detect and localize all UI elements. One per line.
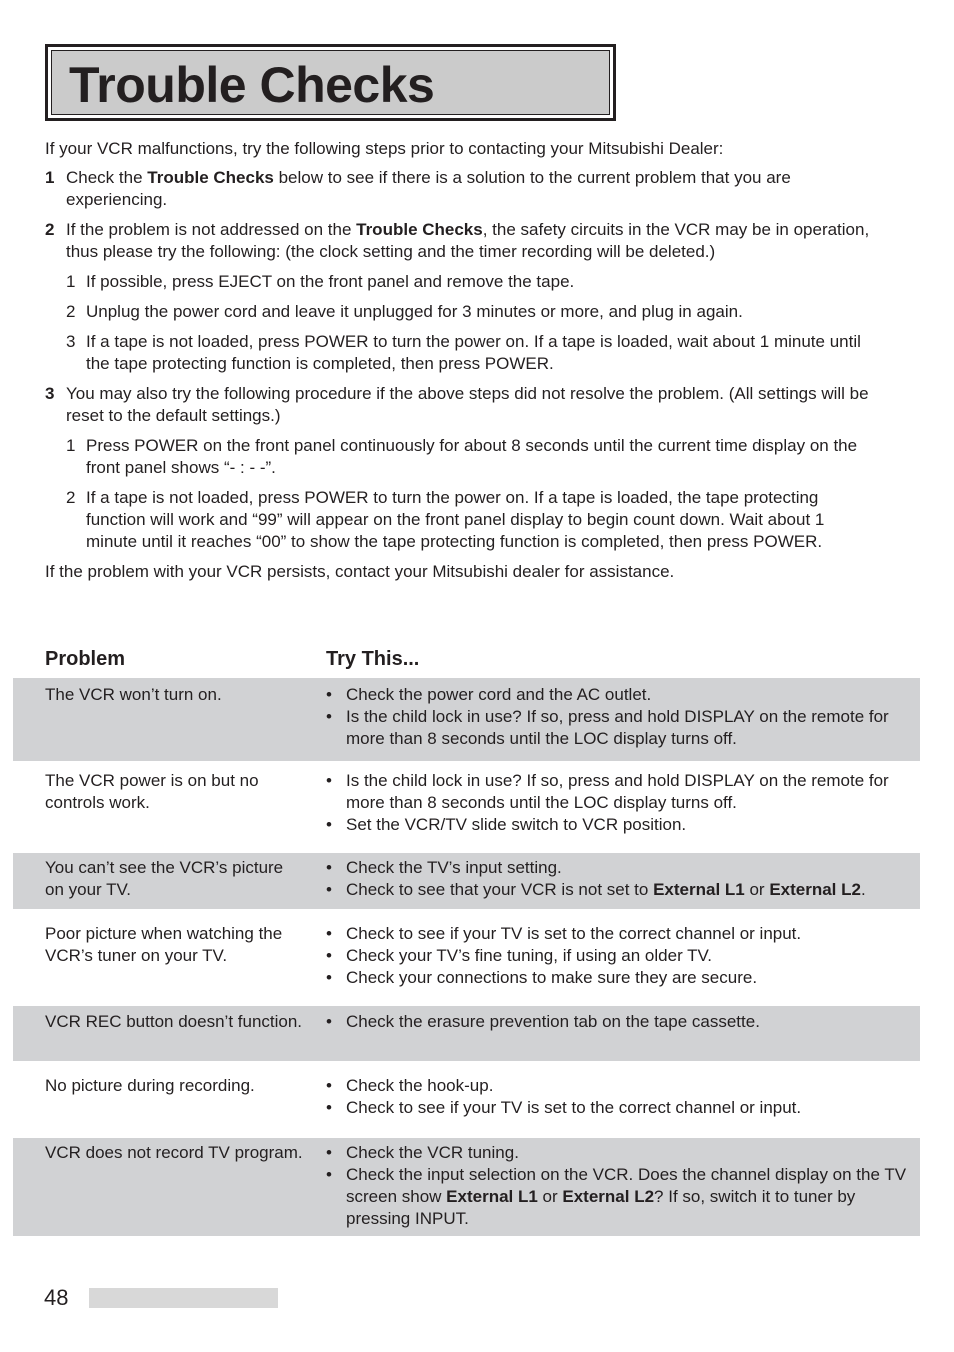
bullet-icon: • [326,707,332,726]
tip-bold-text: External L2 [562,1187,655,1206]
bullet-icon: • [326,1012,332,1031]
bullet-icon: • [326,880,332,899]
substep-text: If a tape is not loaded, press POWER to turn the power on. If a tape is loaded, the tape protecting function will work and “99” will appear on the front panel display to begin count down. Wait about 1 minute until it reaches “00” to show the tape protecting function is completed, then press POWER. [86,488,825,551]
step-number: 1 [45,168,55,187]
substep-number: 1 [66,272,76,291]
try-list [326,1011,911,1033]
step-text: Check the [66,168,148,187]
step-2 [45,219,875,263]
problem-cell: You can’t see the VCR’s picture on your TV. [45,858,284,899]
table-row [13,1061,920,1138]
tip-text: Is the child lock in use? If so, press and hold DISPLAY on the remote for more than 8 seconds until the LOC display turns off. [346,771,889,812]
title-panel [51,50,610,115]
intro-closing: If the problem with your VCR persists, contact your Mitsubishi dealer for assistance. [45,562,675,581]
step-3 [45,383,875,427]
problem-cell: The VCR power is on but no controls work. [45,771,259,812]
substep-number: 2 [66,488,76,507]
table-row [13,1006,920,1061]
step-text: If the problem is not addressed on the [66,220,357,239]
bullet-icon: • [326,685,332,704]
intro-lead: If your VCR malfunctions, try the following steps prior to contacting your Mitsubishi Dealer: [45,139,724,158]
bullet-icon: • [326,1165,332,1184]
table-row [13,678,920,761]
tip-text: Check the VCR tuning. [346,1143,519,1162]
bullet-icon: • [326,1076,332,1095]
substep-text: Press POWER on the front panel continuously for about 8 seconds until the current time display on the front panel shows “- : - -”. [86,436,858,477]
bullet-icon: • [326,968,332,987]
title-box [45,44,616,121]
problem-cell: No picture during recording. [45,1076,255,1095]
bullet-icon: • [326,1098,332,1117]
substep-number: 1 [66,436,76,455]
table-row [13,761,920,853]
bullet-icon: • [326,858,332,877]
step-text: below to see if there is a solution to the current problem that you are experiencing. [66,168,791,209]
tip-bold-text: External L2 [769,880,861,899]
tip-item [326,879,911,901]
tip-text: Check to see if your TV is set to the correct channel or input. [346,1098,802,1117]
table-row [13,1138,920,1236]
bullet-icon: • [326,946,332,965]
problem-column-header: Problem [45,648,126,670]
table-row [13,909,920,1006]
substep-text: If possible, press EJECT on the front panel and remove the tape. [86,272,575,291]
tip-text: Check to see that your VCR is not set to [346,880,654,899]
substep [45,271,875,293]
bullet-icon: • [326,771,332,790]
tip-text: Check to see if your TV is set to the correct channel or input. [346,924,802,943]
substep [45,435,875,479]
tip-text: Is the child lock in use? If so, press and hold DISPLAY on the remote for more than 8 seconds until the LOC display turns off. [346,707,889,748]
try-list [326,684,911,750]
substep-number: 3 [66,332,76,351]
tip-item [326,923,911,945]
tip-bold-text: External L1 [653,880,745,899]
try-list [326,1075,911,1119]
tip-text: or [537,1187,563,1206]
tip-item [326,945,911,967]
tip-item [326,706,911,750]
step-number: 3 [45,384,55,403]
try-list [326,1142,911,1230]
bullet-icon: • [326,924,332,943]
tip-item [326,1075,911,1097]
page-title: Trouble Checks [69,57,435,113]
tip-item [326,684,911,706]
problem-cell: VCR does not record TV program. [45,1143,303,1162]
tip-text: ? If so, switch it to tuner by pressing INPUT. [346,1187,856,1228]
bullet-icon: • [326,1143,332,1162]
try-list [326,857,911,901]
substep [45,331,875,375]
substep-number: 2 [66,302,76,321]
try-list [326,770,911,836]
try-column-header: Try This... [326,648,420,670]
substep [45,301,875,323]
tip-item [326,814,911,836]
problem-cell: The VCR won’t turn on. [45,685,222,704]
tip-text: Set the VCR/TV slide switch to VCR position. [346,815,687,834]
tip-text: Check the erasure prevention tab on the tape cassette. [346,1012,760,1031]
footer-bar [89,1288,278,1308]
tip-text: Check your TV’s fine tuning, if using an older TV. [346,946,713,965]
tip-text: Check your connections to make sure they are secure. [346,968,758,987]
tip-item [326,1097,911,1119]
tip-item [326,857,911,879]
substep [45,487,875,553]
substep-text: If a tape is not loaded, press POWER to turn the power on. If a tape is loaded, wait about 1 minute until the tape protecting function is completed, then press POWER. [86,332,861,373]
substep-text: Unplug the power cord and leave it unplugged for 3 minutes or more, and plug in again. [86,302,743,321]
tip-text: . [860,880,866,899]
tip-item [326,967,911,989]
bullet-icon: • [326,815,332,834]
page-number: 48 [44,1285,69,1310]
step-bold-text: Trouble Checks [147,168,274,187]
step-bold-text: Trouble Checks [356,220,483,239]
intro-section [45,138,875,583]
try-list [326,923,911,989]
problem-cell: VCR REC button doesn’t function. [45,1012,303,1031]
tip-text: Check the TV’s input setting. [346,858,562,877]
tip-item [326,1164,911,1230]
tip-text: or [744,880,770,899]
step-text: You may also try the following procedure if the above steps did not resolve the problem. (All settings will be reset to the default settings.) [66,384,869,425]
tip-text: Check the input selection on the VCR. Does the channel display on the TV screen show [346,1165,907,1206]
tip-item [326,1011,911,1033]
step-1 [45,167,875,211]
tip-text: Check the hook-up. [346,1076,494,1095]
step-text: , the safety circuits in the VCR may be in operation, thus please try the following: (the clock setting and the timer recording will be deleted.) [66,220,870,261]
problem-cell: Poor picture when watching the VCR’s tuner on your TV. [45,924,283,965]
tip-item [326,1142,911,1164]
tip-item [326,770,911,814]
tip-text: Check the power cord and the AC outlet. [346,685,652,704]
step-number: 2 [45,220,55,239]
table-row [13,853,920,909]
tip-bold-text: External L1 [446,1187,538,1206]
